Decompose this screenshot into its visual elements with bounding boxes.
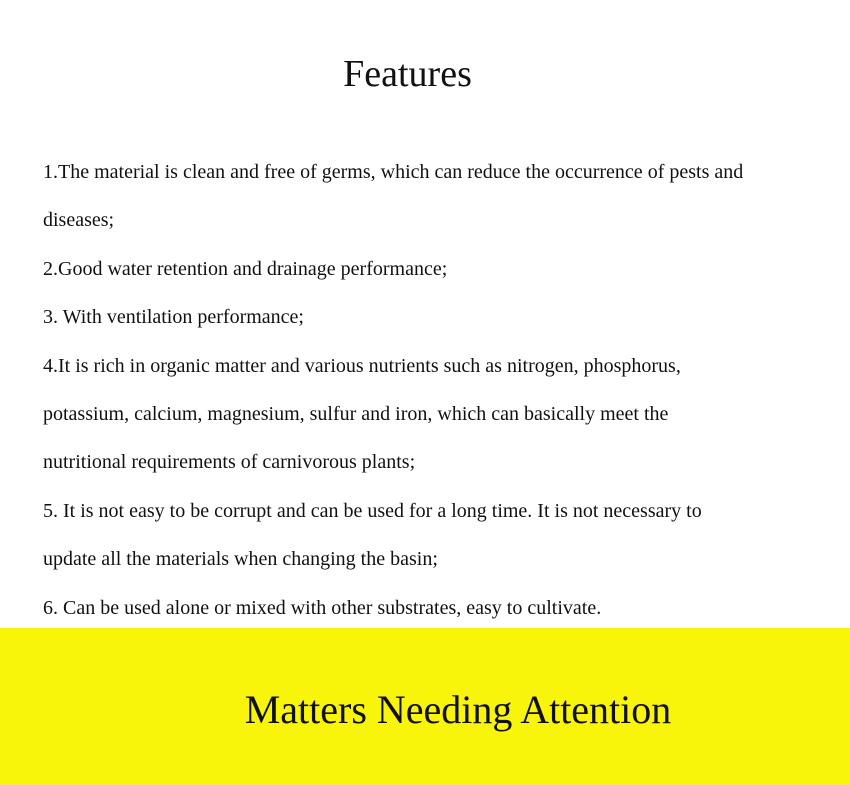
feature-line: diseases; (43, 209, 115, 232)
feature-line: update all the materials when changing the basin; (43, 548, 438, 571)
feature-line: 4.It is rich in organic matter and various nutrients such as nitrogen, phosphorus, (43, 354, 681, 377)
feature-line: 1.The material is clean and free of germs, which can reduce the occurrence of pests and (43, 161, 744, 183)
feature-line: potassium, calcium, magnesium, sulfur and iron, which can basically meet the (43, 402, 669, 425)
feature-line: 2.Good water retention and drainage performance; (43, 257, 448, 280)
features-heading: Features (343, 53, 472, 95)
feature-line: 3. With ventilation performance; (43, 306, 304, 329)
features-list (43, 148, 843, 632)
feature-line: nutritional requirements of carnivorous plants; (43, 451, 416, 474)
feature-line: 5. It is not easy to be corrupt and can be used for a long time. It is not necessary to (43, 499, 702, 522)
attention-heading: Matters Needing Attention (244, 687, 672, 732)
feature-line: 6. Can be used alone or mixed with other substrates, easy to cultivate. (43, 596, 602, 619)
